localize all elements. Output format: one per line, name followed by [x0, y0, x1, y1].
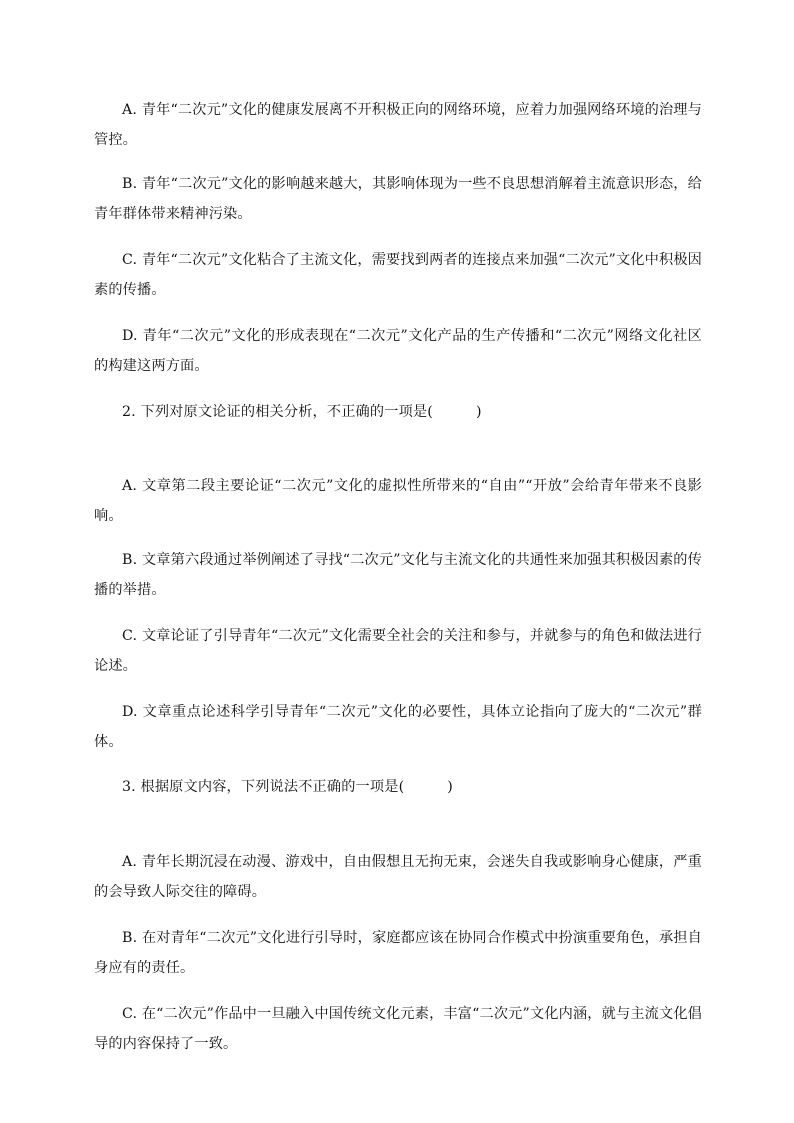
q1-option-c: C. 青年“二次元”文化粘合了主流文化，需要找到两者的连接点来加强“二次元”文化中积极因素的传播。 — [94, 252, 702, 298]
q2-option-b: B. 文章第六段通过举例阐述了寻找“二次元”文化与主流文化的共通性来加强其积极因素的传播的举措。 — [94, 552, 702, 598]
q2-option-a: A. 文章第二段主要论证“二次元”文化的虚拟性所带来的“自由”“开放”会给青年带来不良影响。 — [94, 478, 702, 524]
q2-option-d: D. 文章重点论述科学引导青年“二次元”文化的必要性，具体立论指向了庞大的“二次元”群体。 — [94, 704, 702, 750]
q3-stem: 3. 根据原文内容，下列说法不正确的一项是( ) — [122, 779, 453, 795]
q2-stem: 2. 下列对原文论证的相关分析，不正确的一项是( ) — [122, 404, 482, 420]
q1-option-a: A. 青年“二次元”文化的健康发展离不开积极正向的网络环境，应着力加强网络环境的治理与管控。 — [94, 102, 702, 148]
q2-option-c: C. 文章论证了引导青年“二次元”文化需要全社会的关注和参与，并就参与的角色和做法进行论述。 — [94, 628, 702, 674]
q1-option-d: D. 青年“二次元”文化的形成表现在“二次元”文化产品的生产传播和“二次元”网络文化社区的构建这两方面。 — [94, 328, 702, 374]
q3-option-c: C. 在“二次元”作品中一旦融入中国传统文化元素，丰富“二次元”文化内涵，就与主流文化倡导的内容保持了一致。 — [94, 1006, 702, 1052]
q3-option-a: A. 青年长期沉浸在动漫、游戏中，自由假想且无拘无束，会迷失自我或影响身心健康，严重的会导致人际交往的障碍。 — [94, 854, 702, 900]
q1-option-b: B. 青年“二次元”文化的影响越来越大，其影响体现为一些不良思想消解着主流意识形态，给青年群体带来精神污染。 — [94, 176, 702, 222]
q3-option-b: B. 在对青年“二次元”文化进行引导时，家庭都应该在协同合作模式中扮演重要角色，承担自身应有的责任。 — [94, 930, 702, 976]
